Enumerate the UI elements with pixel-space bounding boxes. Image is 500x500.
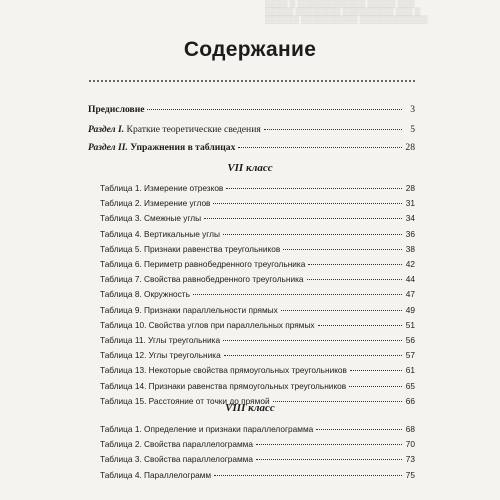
toc-entry-page: 3: [410, 104, 415, 115]
toc-entry-label: Таблица 2. Измерение углов: [100, 198, 211, 209]
dot-leader: [350, 370, 402, 371]
toc-entry-section-2[interactable]: [88, 142, 415, 156]
toc-table-entry[interactable]: [100, 198, 415, 212]
toc-entry-page: 68: [405, 424, 415, 434]
toc-table-entry[interactable]: [100, 350, 415, 364]
toc-entry-page: 75: [405, 469, 415, 480]
toc-table-entry[interactable]: [100, 259, 415, 273]
dot-leader: [256, 444, 402, 445]
toc-entry-label: Таблица 15. Расстояние от точки до прямой: [100, 395, 270, 406]
toc-entry-page: 56: [405, 335, 415, 345]
dot-leader: [273, 401, 402, 402]
toc-table-entry[interactable]: [100, 244, 415, 258]
toc-entry-page: 57: [405, 350, 415, 361]
toc-table-entry[interactable]: [100, 439, 415, 453]
dot-leader: [204, 218, 402, 219]
dot-leader: [349, 386, 402, 387]
toc-entry-page: 61: [405, 365, 415, 376]
toc-table-entry[interactable]: [100, 320, 415, 334]
toc-entry-label: Таблица 5. Признаки равенства треугольников: [100, 243, 281, 254]
toc-entry-page: 66: [405, 395, 415, 406]
toc-table-entry[interactable]: [100, 335, 415, 349]
toc-entry-label: Таблица 6. Периметр равнобедренного треугольника: [100, 259, 306, 269]
toc-entry-label: Таблица 14. Признаки равенства прямоугольных треугольников: [100, 380, 347, 391]
toc-entry-page: 51: [405, 319, 415, 330]
toc-table-entry[interactable]: [100, 454, 415, 468]
toc-entry-page: 73: [405, 454, 415, 465]
dot-leader: [238, 147, 402, 148]
dot-leader: [214, 475, 402, 476]
dot-leader: [256, 459, 402, 460]
toc-entry-page: 49: [405, 304, 415, 315]
toc-table-entry[interactable]: [100, 381, 415, 395]
dot-leader: [307, 279, 403, 280]
section-number: Раздел I.: [88, 124, 125, 135]
dot-leader: [316, 429, 402, 430]
toc-entry-page: 38: [405, 243, 415, 254]
dot-leader: [223, 340, 402, 341]
toc-entry-page: 70: [405, 439, 415, 450]
dot-leader: [264, 129, 402, 130]
toc-entry-label: Таблица 3. Смежные углы: [100, 213, 202, 224]
dot-leader: [226, 188, 402, 189]
toc-entry-label: Таблица 12. Углы треугольника: [100, 350, 221, 361]
dot-leader: [213, 203, 402, 204]
toc-table-entry[interactable]: [100, 365, 415, 379]
dot-leader: [223, 234, 402, 235]
toc-table-entry[interactable]: [100, 424, 415, 438]
section-number: Раздел II.: [88, 142, 128, 153]
toc-entry-preface[interactable]: [88, 104, 415, 118]
toc-entry-page: 28: [405, 183, 415, 193]
toc-entry-label: Таблица 4. Параллелограмм: [100, 469, 212, 480]
dot-leader: [308, 264, 402, 265]
dot-leader: [283, 249, 402, 250]
toc-entry-page: 65: [405, 380, 415, 391]
toc-table-entry[interactable]: [100, 183, 415, 197]
toc-table-entry[interactable]: [100, 289, 415, 303]
toc-table-entry[interactable]: [100, 396, 415, 410]
toc-entry-label: Таблица 2. Свойства параллелограмма: [100, 439, 253, 450]
grade-heading-vii: VII класс: [227, 162, 273, 174]
toc-entry-label: Таблица 13. Некоторые свойства прямоугольных треугольников: [100, 365, 347, 376]
toc-entry-label: Таблица 3. Свойства параллелограмма: [100, 454, 253, 465]
page-title: Содержание: [183, 38, 317, 61]
toc-entry-label: Таблица 9. Признаки параллельности прямых: [100, 304, 278, 315]
toc-entry-label: Краткие теоретические сведения: [126, 124, 261, 135]
dot-leader: [147, 109, 402, 110]
toc-entry-page: 42: [405, 259, 415, 269]
dot-leader: [224, 355, 402, 356]
toc-entry-label: Предисловие: [88, 104, 145, 115]
show-through-text: ▒▒▒▒ ▒ ▒▒▒▒▒▒▒▒▒▒▒▒ ▒▒▒▒▒ ▒▒▒ ▒▒▒▒▒ ▒▒▒▒▒▒▒▒ ▒▒▒▒▒▒▒▒▒ ▒▒▒ ▒ ▒▒▒▒▒▒ ▒▒▒▒▒▒▒▒▒▒ ▒▒▒▒▒▒▒▒▒▒▒▒: [265, 0, 428, 24]
dot-leader: [193, 294, 402, 295]
toc-entry-page: 31: [405, 198, 415, 209]
toc-entry-label: Таблица 1. Измерение отрезков: [100, 183, 224, 193]
toc-table-entry[interactable]: [100, 229, 415, 243]
toc-table-entry[interactable]: [100, 213, 415, 227]
toc-entry-page: 36: [405, 228, 415, 239]
toc-entry-label: Упражнения в таблицах: [130, 142, 236, 153]
toc-entry-label: Таблица 7. Свойства равнобедренного треугольника: [100, 274, 304, 285]
toc-table-entry[interactable]: [100, 305, 415, 319]
grade-heading-viii: VIII класс: [225, 402, 275, 414]
toc-entry-page: 5: [410, 124, 415, 135]
toc-entry-page: 44: [405, 274, 415, 285]
toc-table-entry[interactable]: [100, 274, 415, 288]
toc-entry-label: Таблица 10. Свойства углов при параллельных прямых: [100, 319, 315, 330]
toc-entry-label: Таблица 8. Окружность: [100, 289, 190, 300]
toc-table-entry[interactable]: [100, 470, 415, 484]
toc-entry-label: Таблица 1. Определение и признаки параллелограмма: [100, 424, 314, 434]
dot-leader: [281, 310, 402, 311]
toc-entry-section-1[interactable]: [88, 124, 415, 138]
dot-leader: [318, 325, 402, 326]
toc-entry-page: 34: [405, 213, 415, 224]
toc-entry-label: Таблица 11. Углы треугольника: [100, 335, 221, 345]
toc-entry-label: Таблица 4. Вертикальные углы: [100, 228, 220, 239]
toc-entry-page: 28: [405, 142, 415, 153]
toc-entry-page: 47: [405, 289, 415, 300]
dotted-separator: [88, 80, 415, 82]
